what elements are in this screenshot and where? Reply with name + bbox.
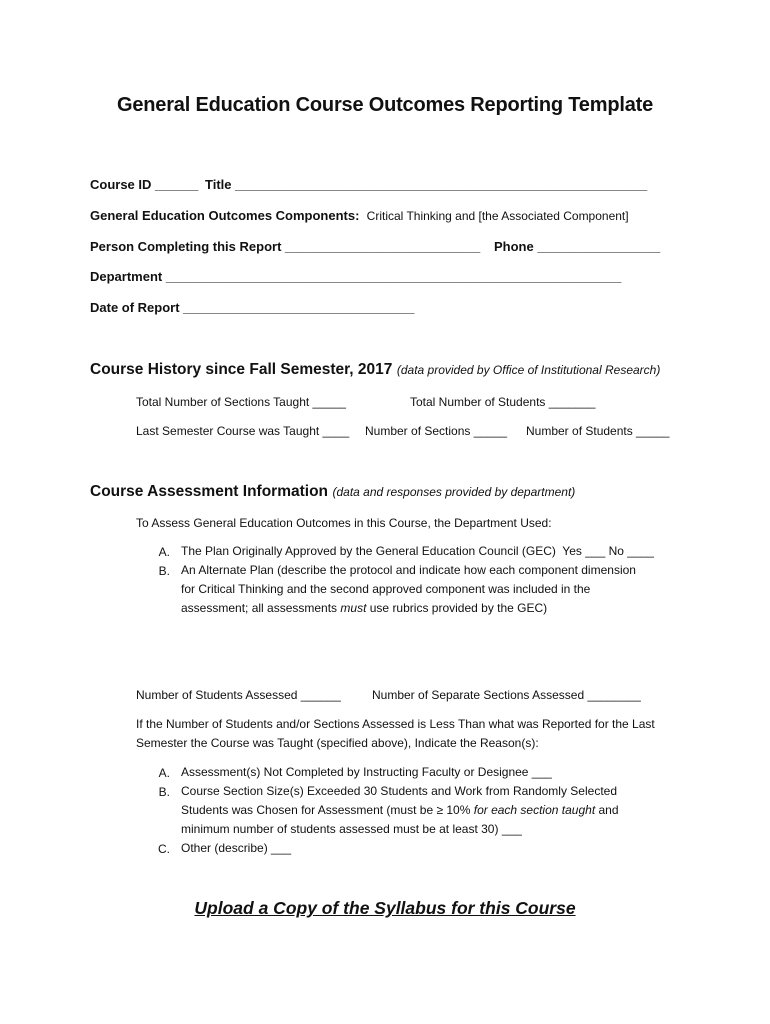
total-students-field: Total Number of Students _______ <box>410 395 596 409</box>
option-b-line-1: An Alternate Plan (describe the protocol and indicate how each component dimension <box>181 563 636 577</box>
reason-b-text <box>181 782 619 839</box>
course-assessment-heading: Course Assessment Information <box>90 483 329 500</box>
reason-line-1: If the Number of Students and/or Sections Assessed is Less Than what was Reported for the Last <box>136 717 655 731</box>
reason-instructions <box>136 715 655 753</box>
reason-c-text: Other (describe) ___ <box>181 841 292 855</box>
option-b-label: B. <box>158 564 170 578</box>
person-completing-field: Person Completing this Report ___________________________ <box>90 239 481 254</box>
course-history-heading: Course History since Fall Semester, 2017 <box>90 361 393 378</box>
option-b-line-3-end: use rubrics provided by the GEC) <box>366 601 548 615</box>
outcomes-components-row <box>90 208 629 223</box>
students-assessed-field: Number of Students Assessed ______ <box>136 688 341 702</box>
upload-syllabus-instruction: Upload a Copy of the Syllabus for this Course <box>194 898 576 918</box>
reason-a-label: A. <box>158 766 170 780</box>
outcomes-components-value: Critical Thinking and [the Associated Component] <box>366 209 629 223</box>
option-a-label: A. <box>158 545 170 559</box>
reason-a-text: Assessment(s) Not Completed by Instructing Faculty or Designee ___ <box>181 765 552 779</box>
date-of-report-field: Date of Report ________________________________ <box>90 300 415 315</box>
course-assessment-heading-row <box>90 483 575 501</box>
reason-b-label: B. <box>158 785 170 799</box>
page-title: General Education Course Outcomes Reporting Template <box>117 94 653 116</box>
assessment-intro: To Assess General Education Outcomes in this Course, the Department Used: <box>136 516 552 530</box>
reason-b-line-2-emphasis: for each section taught <box>473 803 596 817</box>
sections-assessed-field: Number of Separate Sections Assessed ________ <box>372 688 641 702</box>
number-of-students-field: Number of Students _____ <box>526 424 670 438</box>
option-b-line-2: for Critical Thinking and the second approved component was included in the <box>181 582 591 596</box>
option-b-text <box>181 561 636 618</box>
reason-b-line-1: Course Section Size(s) Exceeded 30 Students and Work from Randomly Selected <box>181 784 617 798</box>
option-b-line-3-start: assessment; all assessments <box>181 601 341 615</box>
reason-b-line-3: minimum number of students assessed must be at least 30) ___ <box>181 822 522 836</box>
number-of-sections-field: Number of Sections _____ <box>365 424 508 438</box>
reason-b-line-2-start: Students was Chosen for Assessment (must be ≥ 10% <box>181 803 474 817</box>
sections-taught-field: Total Number of Sections Taught _____ <box>136 395 346 409</box>
reason-b-line-2-end: and <box>595 803 619 817</box>
option-a-text: The Plan Originally Approved by the General Education Council (GEC) Yes ___ No ____ <box>181 544 654 558</box>
reason-line-2: Semester the Course was Taught (specified above), Indicate the Reason(s): <box>136 736 539 750</box>
course-history-note: (data provided by Office of Institutional Research) <box>396 363 661 377</box>
phone-field: Phone _________________ <box>494 239 661 254</box>
reason-c-label: C. <box>158 842 170 856</box>
course-id-field: Course ID ______ <box>90 177 199 192</box>
course-assessment-note: (data and responses provided by department) <box>332 485 576 499</box>
department-field: Department _______________________________________________________________ <box>90 269 622 284</box>
last-semester-field: Last Semester Course was Taught ____ <box>136 424 350 438</box>
outcomes-components-label: General Education Outcomes Components: <box>90 208 360 223</box>
option-b-line-3-emphasis: must <box>340 601 367 615</box>
title-field: Title _________________________________________________________ <box>205 177 648 192</box>
course-history-heading-row <box>90 361 660 379</box>
